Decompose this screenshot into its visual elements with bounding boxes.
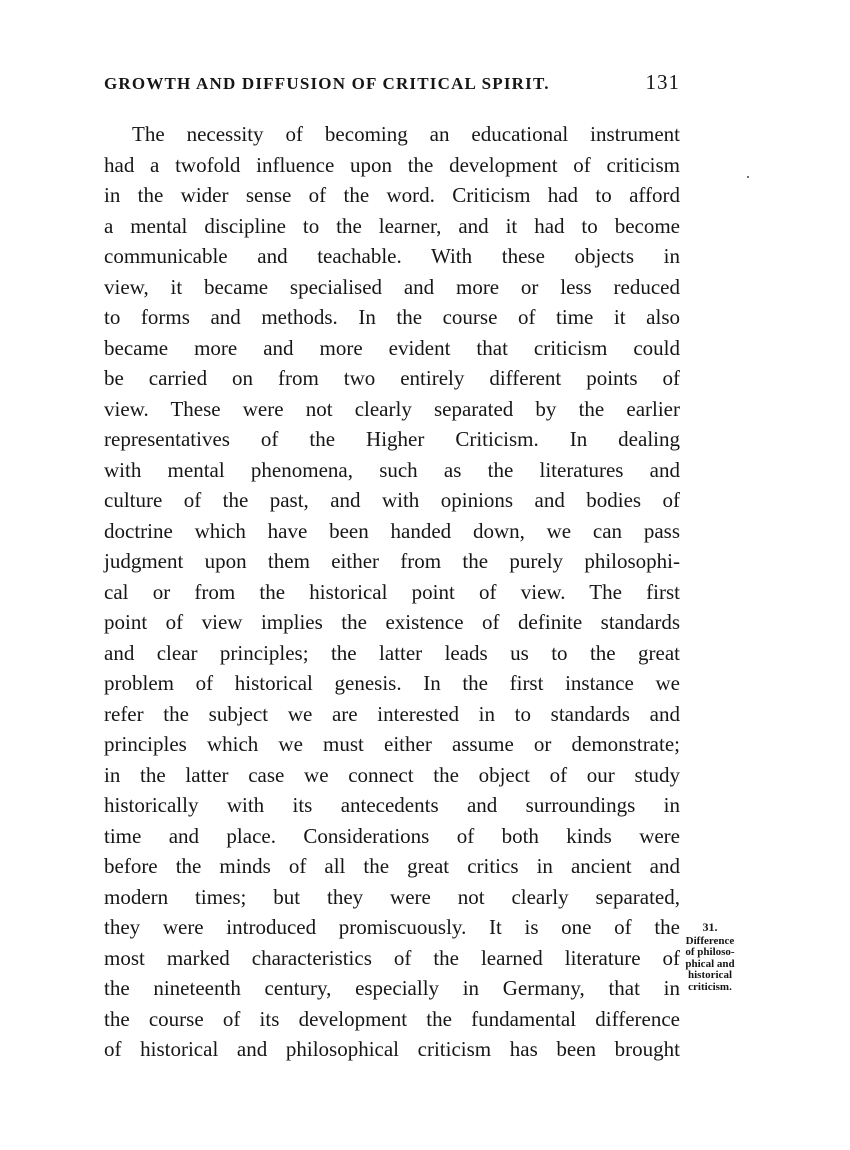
text-line: to forms and methods. In the course of time it also <box>104 305 680 329</box>
text-line: before the minds of all the great critics in ancient and <box>104 854 680 878</box>
text-line: a mental discipline to the learner, and it had to become <box>104 213 680 238</box>
text-line: of historical and philosophical criticism has been brought <box>104 1037 680 1061</box>
text-line: be carried on from two entirely different points of <box>104 366 680 390</box>
margin-note-number: 31. <box>702 920 718 934</box>
margin-note-line: criticism. <box>688 980 732 993</box>
running-title: GROWTH AND DIFFUSION OF CRITICAL SPIRIT. <box>104 74 550 93</box>
text-line: culture of the past, and with opinions and bodies of <box>104 488 680 512</box>
margin-note-line: of philoso- <box>685 946 735 958</box>
margin-note <box>680 922 740 993</box>
text-line: they were introduced promiscuously. It is one of the <box>104 915 680 939</box>
margin-note-line: Difference <box>685 934 735 947</box>
text-line: The necessity of becoming an educational instrument <box>132 122 680 146</box>
text-line: historically with its antecedents and surroundings in <box>104 793 680 817</box>
running-head <box>104 72 680 100</box>
text-line: and clear principles; the latter leads us to the great <box>104 640 680 665</box>
text-line: the nineteenth century, especially in Germany, that in <box>104 976 680 1000</box>
text-line: had a twofold influence upon the development of criticism <box>104 152 680 177</box>
text-line: the course of its development the fundamental difference <box>104 1006 680 1031</box>
text-line: judgment upon them either from the purely philosophi- <box>104 549 680 573</box>
text-line: in the wider sense of the word. Criticism had to afford <box>104 183 680 207</box>
text-line: most marked characteristics of the learned literature of <box>104 945 680 970</box>
text-line: cal or from the historical point of view. The first <box>104 579 680 604</box>
page-number: 131 <box>645 70 680 94</box>
text-line: view, it became specialised and more or less reduced <box>104 274 680 299</box>
text-line: view. These were not clearly separated by the earlier <box>104 396 680 421</box>
margin-note-line: phical and <box>685 957 735 970</box>
margin-note-line: historical <box>688 969 732 981</box>
print-speck <box>747 176 749 178</box>
text-line: principles which we must either assume or demonstrate; <box>104 732 680 756</box>
text-line: doctrine which have been handed down, we can pass <box>104 518 680 543</box>
body-paragraph <box>104 119 680 1065</box>
text-line: point of view implies the existence of definite standards <box>104 610 680 634</box>
text-line: problem of historical genesis. In the first instance we <box>104 671 680 695</box>
text-line: in the latter case we connect the object of our study <box>104 762 680 787</box>
text-line: refer the subject we are interested in to standards and <box>104 701 680 726</box>
text-line: became more and more evident that criticism could <box>104 335 680 360</box>
text-line: communicable and teachable. With these objects in <box>104 244 680 268</box>
text-line: time and place. Considerations of both kinds were <box>104 823 680 848</box>
text-line: with mental phenomena, such as the literatures and <box>104 457 680 482</box>
text-line: representatives of the Higher Criticism. In dealing <box>104 427 680 451</box>
text-line: modern times; but they were not clearly separated, <box>104 884 680 909</box>
